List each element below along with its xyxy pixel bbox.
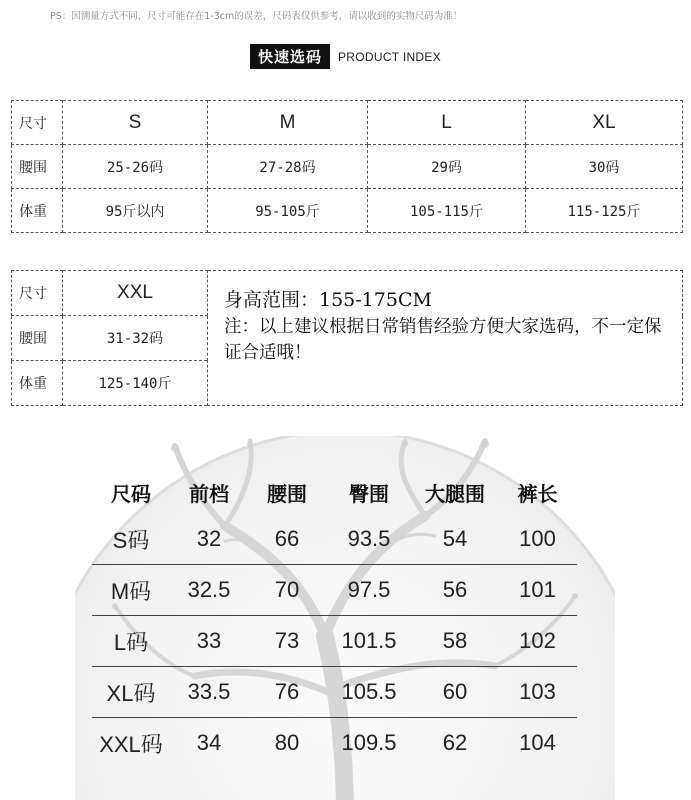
column-header: 大腿围 xyxy=(425,483,485,506)
table-row xyxy=(12,145,683,189)
table-cell: 32.5 xyxy=(170,565,248,616)
size-cell: S xyxy=(63,101,208,145)
table-cell: 76 xyxy=(248,667,326,718)
row-label: 尺寸 xyxy=(12,271,63,316)
table-cell: 73 xyxy=(248,616,326,667)
size-cell: L xyxy=(368,101,526,145)
size-advice xyxy=(208,271,683,406)
size-cell: M xyxy=(208,101,368,145)
table-header-row xyxy=(92,470,577,514)
heading-en: PRODUCT INDEX xyxy=(337,49,442,64)
table-cell: M码 xyxy=(92,565,170,616)
table-cell: 93.5 xyxy=(347,526,391,551)
table-cell: 97.5 xyxy=(326,565,412,616)
table-cell: 105.5 xyxy=(326,667,412,718)
table-cell: 80 xyxy=(248,718,326,769)
column-header: 腰围 xyxy=(267,483,307,506)
weight-cell: 95-105斤 xyxy=(208,189,368,233)
table-cell: XL码 xyxy=(92,667,170,718)
row-label: 腰围 xyxy=(12,316,63,361)
table-row xyxy=(92,514,577,565)
table-cell: 109.5 xyxy=(326,718,412,769)
table-row xyxy=(12,189,683,233)
size-cell: XXL xyxy=(63,271,208,316)
measurement-disclaimer: PS：因测量方式不同，尺寸可能存在1-3cm的误差，尺码表仅供参考，请以收到的实物尺码为准！ xyxy=(50,11,463,22)
column-header: 前档 xyxy=(189,483,229,506)
column-header: 裤长 xyxy=(517,483,558,506)
weight-cell: 105-115斤 xyxy=(368,189,526,233)
height-range: 身高范围：155-175CM xyxy=(224,289,432,311)
row-label: 体重 xyxy=(12,189,63,233)
column-header: 尺码 xyxy=(111,483,151,506)
table-cell: 60 xyxy=(412,667,498,718)
table-cell: 104 xyxy=(498,718,577,769)
row-label: 尺寸 xyxy=(12,101,63,145)
table-cell: 103 xyxy=(498,667,577,718)
heading-cn: 快速选码 xyxy=(250,44,330,69)
weight-cell: 115-125斤 xyxy=(526,189,683,233)
size-cell: XL xyxy=(526,101,683,145)
waist-cell: 27-28码 xyxy=(208,145,368,189)
table-row xyxy=(12,271,683,316)
table-cell: 101 xyxy=(498,565,577,616)
column-header: 臀围 xyxy=(349,483,389,506)
table-row xyxy=(92,667,577,718)
table-cell: S码 xyxy=(112,527,150,553)
section-heading xyxy=(0,44,691,69)
table-row xyxy=(92,565,577,616)
table-cell: 58 xyxy=(412,616,498,667)
row-label: 体重 xyxy=(12,361,63,406)
quick-size-table xyxy=(11,100,683,233)
table-cell: 33 xyxy=(170,616,248,667)
waist-cell: 31-32码 xyxy=(63,316,208,361)
table-row xyxy=(92,718,577,769)
table-cell: XXL码 xyxy=(92,718,170,769)
table-row xyxy=(92,616,577,667)
table-cell: 66 xyxy=(274,526,300,551)
table-cell: 101.5 xyxy=(326,616,412,667)
table-row xyxy=(12,101,683,145)
table-cell: 33.5 xyxy=(170,667,248,718)
table-cell: L码 xyxy=(92,616,170,667)
waist-cell: 30码 xyxy=(526,145,683,189)
table-cell: 100 xyxy=(519,526,556,551)
row-label: 腰围 xyxy=(12,145,63,189)
table-cell: 54 xyxy=(442,526,468,551)
waist-cell: 25-26码 xyxy=(63,145,208,189)
size-measurement-table xyxy=(92,470,577,768)
table-cell: 62 xyxy=(412,718,498,769)
table-cell: 34 xyxy=(170,718,248,769)
table-cell: 56 xyxy=(412,565,498,616)
table-cell: 32 xyxy=(196,526,222,551)
weight-cell: 125-140斤 xyxy=(63,361,208,406)
table-cell: 102 xyxy=(498,616,577,667)
advice-text: 注：以上建议根据日常销售经验方便大家选码，不一定保证合适哦！ xyxy=(224,317,662,363)
xxl-size-table xyxy=(11,270,683,406)
weight-cell: 95斤以内 xyxy=(63,189,208,233)
waist-cell: 29码 xyxy=(368,145,526,189)
table-cell: 70 xyxy=(248,565,326,616)
